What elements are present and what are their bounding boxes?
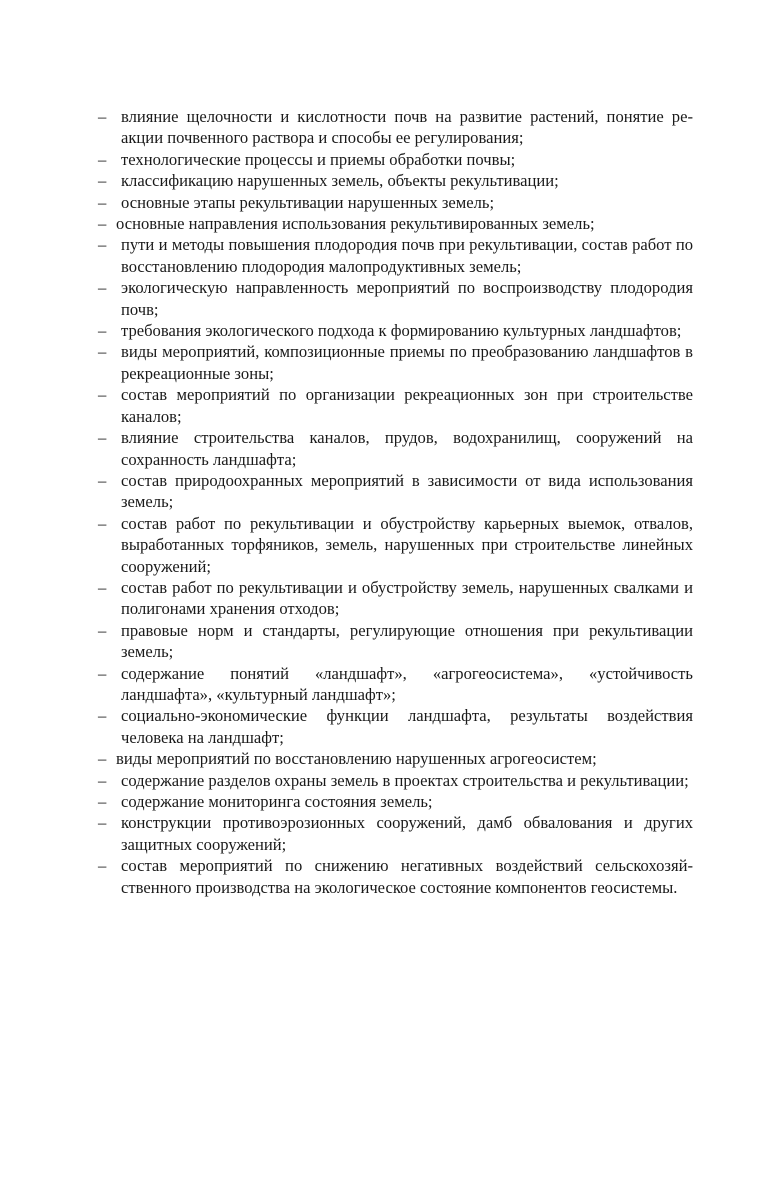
list-item-text: влияние щелочности и кислотности почв на развитие растений, понятие реакции почвенного раствора и способы ее регулирования; xyxy=(121,107,693,148)
list-item-text: состав работ по рекультивации и обустройству карьерных выемок, отвалов, выработанных торфяников, земель, нарушенных при строительстве линейных сооружений; xyxy=(121,513,693,576)
list-item-text: влияние строительства каналов, прудов, водохранилищ, сооружений на сохранность ландшафта; xyxy=(121,428,693,469)
list-item-text: требования экологического подхода к формированию культурных ландшафтов; xyxy=(121,321,682,341)
list-item xyxy=(98,770,693,791)
list-dash: – xyxy=(98,342,107,362)
list-item xyxy=(98,277,693,320)
list-item xyxy=(98,149,693,170)
list-dash: – xyxy=(98,171,107,191)
list-item-text: виды мероприятий, композиционные приемы по преобразованию ландшафтов в рекреационные зоны; xyxy=(121,342,693,383)
list-dash: – xyxy=(98,577,107,597)
list-item-text: содержание понятий «ландшафт», «агрогеосистема», «устойчивость ландшафта», «культурный ландшафт»; xyxy=(121,663,693,704)
list-item xyxy=(98,663,693,706)
list-item-text: технологические процессы и приемы обработки почвы; xyxy=(121,149,516,169)
list-dash: – xyxy=(98,706,107,726)
list-item-text: состав природоохранных мероприятий в зависимости от вида использования земель; xyxy=(121,470,693,512)
list-item-text: классификацию нарушенных земель, объекты рекультивации; xyxy=(121,171,559,191)
list-dash: – xyxy=(98,149,107,169)
list-dash: – xyxy=(98,470,107,490)
list-item-text: правовые норм и стандарты, регулирующие отношения при рекультивации земель; xyxy=(121,620,693,662)
list-item xyxy=(98,470,693,513)
list-item xyxy=(98,855,693,898)
list-item xyxy=(98,320,693,341)
list-dash: – xyxy=(98,107,107,126)
list-dash: – xyxy=(98,620,107,640)
list-dash: – xyxy=(98,385,107,405)
list-dash: – xyxy=(98,663,107,683)
list-item xyxy=(98,341,693,384)
list-dash: – xyxy=(98,278,107,298)
list-item xyxy=(98,234,693,277)
list-item-text: пути и методы повышения плодородия почв при рекультивации, состав работ по восстановлению плодородия малопродуктивных земель; xyxy=(121,235,693,276)
list-item-text: основные этапы рекультивации нарушенных земель; xyxy=(121,192,495,212)
list-item-text: основные направления использования рекультивированных земель; xyxy=(116,214,595,234)
list-item xyxy=(98,513,693,577)
list-item xyxy=(98,577,693,620)
list-dash: – xyxy=(98,513,107,533)
list-item-text: содержание разделов охраны земель в проектах строительства и рекультивации; xyxy=(121,770,689,790)
list-item xyxy=(98,791,693,812)
list-item-text: конструкции противоэрозионных сооружений, дамб обвалования и других защитных сооружений; xyxy=(121,813,693,854)
list-item-text: виды мероприятий по восстановлению нарушенных агрогеосистем; xyxy=(116,749,597,769)
list-item xyxy=(98,705,693,748)
list-dash: – xyxy=(98,321,107,341)
list-item xyxy=(98,427,693,470)
list-item xyxy=(98,192,693,213)
list-item-text: социально-экономические функции ландшафта, результаты воздействия человека на ландшафт; xyxy=(121,706,693,747)
list-item xyxy=(98,812,693,855)
list-item-text: содержание мониторинга состояния земель; xyxy=(121,792,433,811)
list-dash: – xyxy=(98,214,107,234)
list-item-text: экологическую направленность мероприятий по воспроизводству плодородия почв; xyxy=(121,278,693,319)
bullet-list xyxy=(98,106,693,898)
list-dash: – xyxy=(98,749,107,769)
list-dash: – xyxy=(98,192,107,212)
list-item xyxy=(98,620,693,663)
list-dash: – xyxy=(98,792,107,811)
list-item xyxy=(98,748,693,769)
list-item-text: состав мероприятий по снижению негативных воздействий сельскохозяйственного производства на экологическое состояние компонентов геосистемы. xyxy=(121,856,693,897)
list-item xyxy=(98,170,693,191)
list-dash: – xyxy=(98,235,107,255)
list-item xyxy=(98,384,693,427)
list-item xyxy=(98,213,693,234)
list-item xyxy=(98,106,693,149)
list-item-text: состав мероприятий по организации рекреационных зон при строительстве каналов; xyxy=(121,385,693,426)
document-page xyxy=(98,106,693,898)
list-item-text: состав работ по рекультивации и обустройству земель, нарушенных свалками и полигонами хранения отходов; xyxy=(121,577,693,619)
list-dash: – xyxy=(98,770,107,790)
list-dash: – xyxy=(98,813,107,833)
list-dash: – xyxy=(98,856,107,876)
list-dash: – xyxy=(98,428,107,448)
